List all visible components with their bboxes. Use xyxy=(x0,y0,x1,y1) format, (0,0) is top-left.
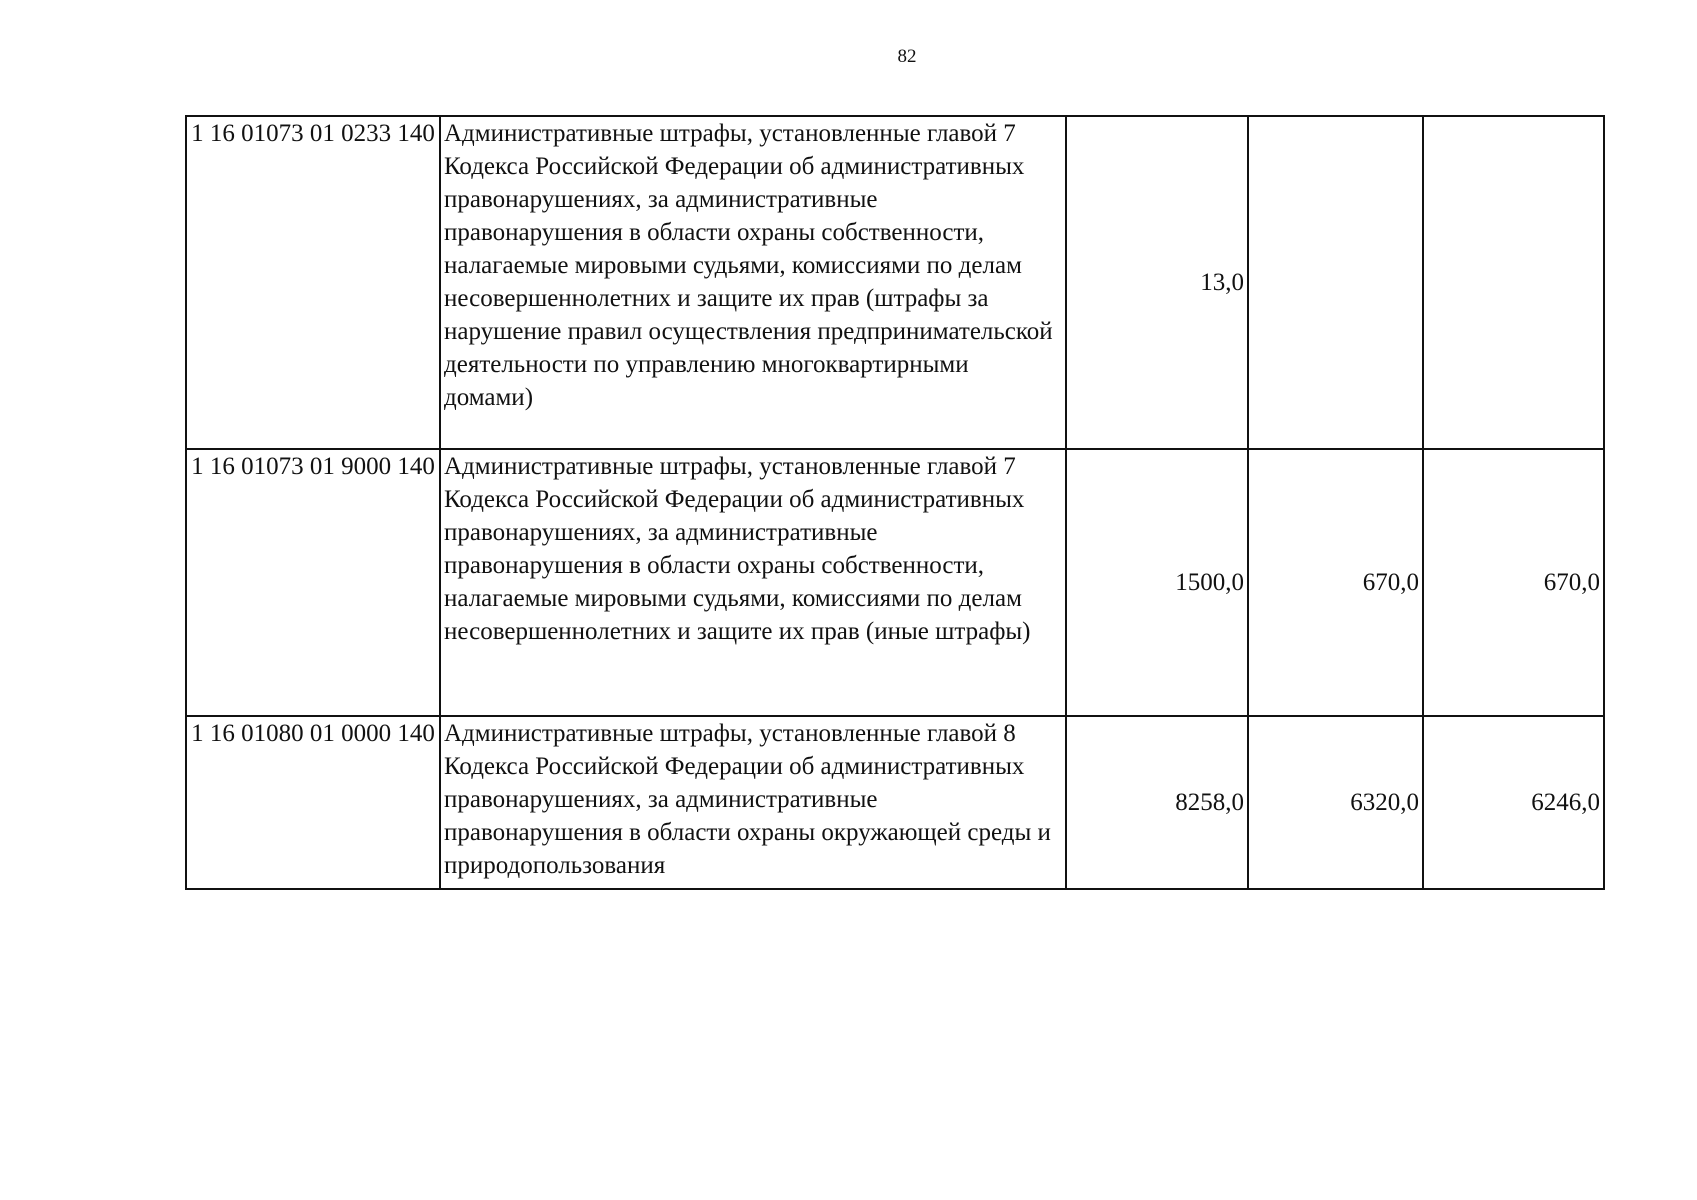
classification-code: 1 16 01073 01 9000 140 xyxy=(186,449,440,716)
value-column-1: 1500,0 xyxy=(1066,449,1248,716)
budget-table xyxy=(185,115,1605,890)
table-row xyxy=(186,716,1604,889)
value-column-2 xyxy=(1248,116,1423,449)
revenue-description: Административные штрафы, установленные главой 8 Кодекса Российской Федерации об административных правонарушениях, за административные правонарушения в области охраны окружающей среды и природопользования xyxy=(440,716,1066,889)
table-row xyxy=(186,449,1604,716)
table-row xyxy=(186,116,1604,449)
value-column-3: 670,0 xyxy=(1423,449,1604,716)
value-column-1: 8258,0 xyxy=(1066,716,1248,889)
revenue-description: Административные штрафы, установленные главой 7 Кодекса Российской Федерации об административных правонарушениях, за административные правонарушения в области охраны собственности, налагаемые мировыми судьями, комиссиями по делам несовершеннолетних и защите их прав (иные штрафы) xyxy=(440,449,1066,716)
classification-code: 1 16 01080 01 0000 140 xyxy=(186,716,440,889)
value-column-2: 670,0 xyxy=(1248,449,1423,716)
value-column-1: 13,0 xyxy=(1066,116,1248,449)
classification-code: 1 16 01073 01 0233 140 xyxy=(186,116,440,449)
value-column-3 xyxy=(1423,116,1604,449)
value-column-2: 6320,0 xyxy=(1248,716,1423,889)
value-column-3: 6246,0 xyxy=(1423,716,1604,889)
page-number: 82 xyxy=(897,46,917,67)
revenue-description: Административные штрафы, установленные главой 7 Кодекса Российской Федерации об административных правонарушениях, за административные правонарушения в области охраны собственности, налагаемые мировыми судьями, комиссиями по делам несовершеннолетних и защите их прав (штрафы за нарушение правил осуществления предпринимательской деятельности по управлению многоквартирными домами) xyxy=(440,116,1066,449)
